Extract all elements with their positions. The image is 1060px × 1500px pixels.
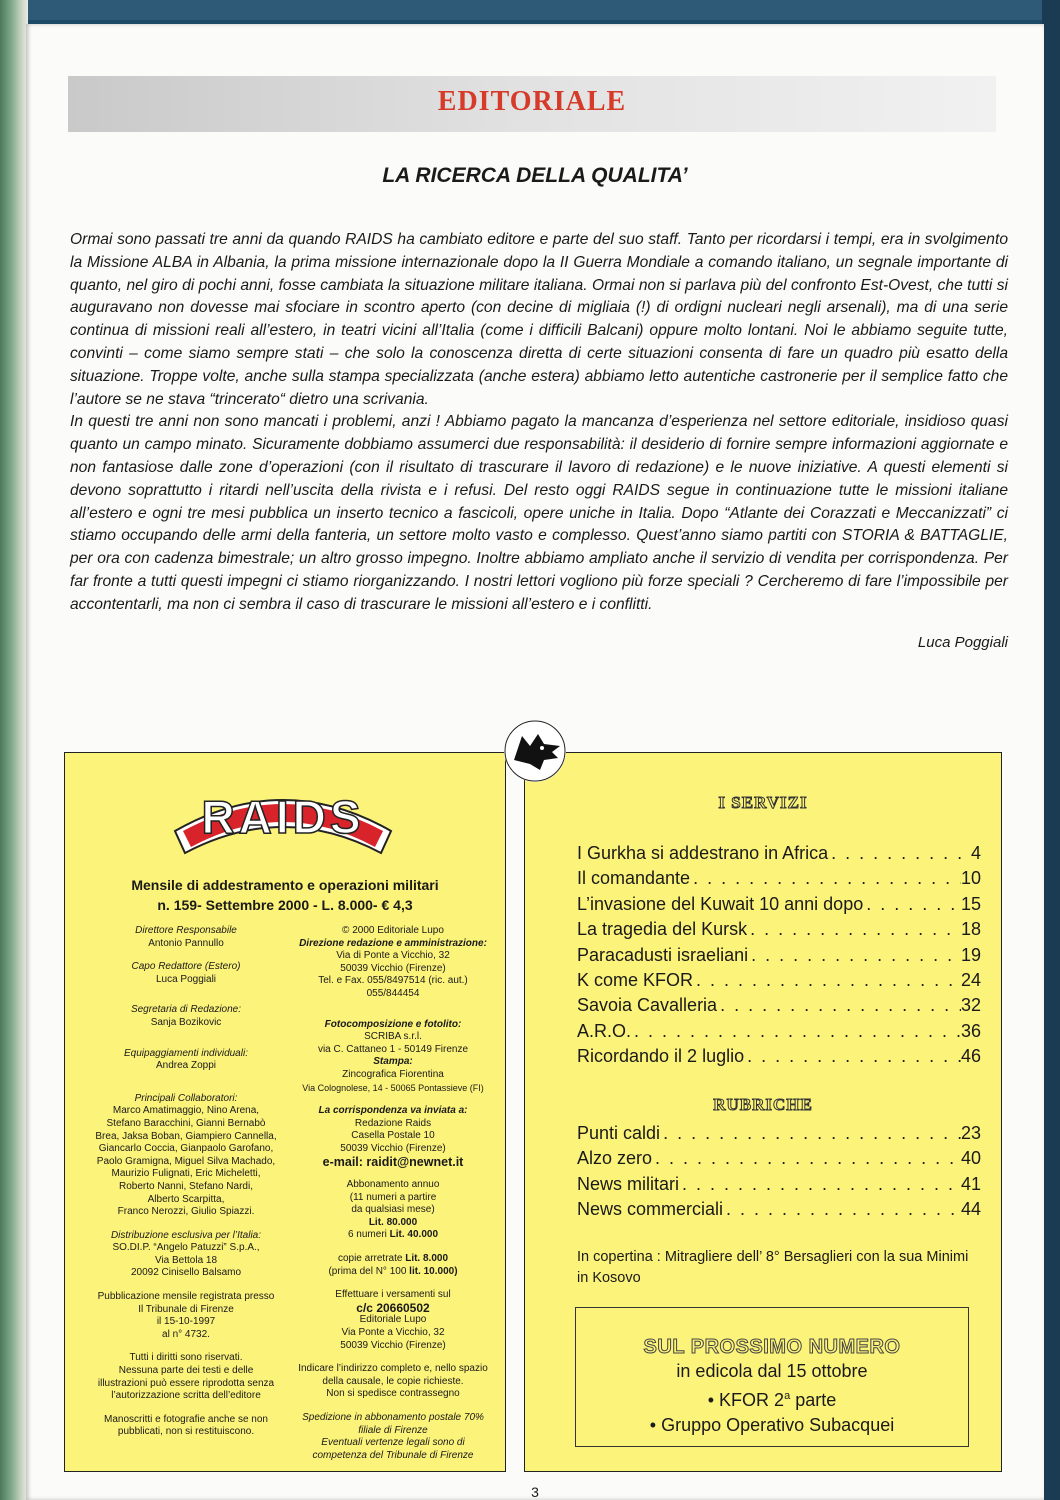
next-issue-date: in edicola dal 15 ottobre [676,1361,868,1381]
credit-line: copie arretrate [337,1253,406,1265]
credit-editor [91,961,281,986]
credit-line: da qualsiasi mese) [351,1204,435,1216]
credit-line: Antonio Pannullo [148,937,224,949]
toc-item[interactable] [577,1046,981,1071]
credit-line: Andrea Zoppi [155,1060,217,1072]
toc-item[interactable] [577,868,981,893]
email-link[interactable]: e-mail: raidit@newnet.it [322,1154,464,1169]
credit-line: competenza del Tribunale di Firenze [312,1449,474,1461]
credit-line: Pubblicazione mensile registrata presso [97,1291,275,1303]
author-signature: Luca Poggiali [917,634,1008,651]
credit-line: Tutti i diritti sono riservati. [129,1352,243,1364]
credit-shipping [287,1412,499,1462]
magazine-subtitle: Mensile di addestramento e operazioni militari [131,877,439,893]
subscription-six [287,1229,499,1242]
credit-line: filiale di Firenze [358,1424,428,1436]
credit-line: Brea, Jaksa Boban, Giampiero Cannella, [95,1130,277,1142]
toc-item[interactable] [577,1148,981,1173]
magazine-page [26,24,1044,1500]
toc-page: 40 [960,1148,981,1169]
toc-title: Punti caldi [577,1123,661,1143]
toc-leader [631,1021,961,1042]
credit-back-issues [287,1253,499,1278]
toc-title: I Gurkha si addestrano in Africa [577,843,829,863]
credit-line: Non si spedisce contrassegno [326,1388,460,1400]
next-issue-title: SUL PROSSIMO NUMERO [643,1336,901,1358]
credit-line: Paolo Gramigna, Miguel Silva Machado, [96,1155,276,1167]
toc-page: 46 [960,1046,981,1067]
servizi-list [577,843,981,1072]
paragraph-1: Ormai sono passati tre anni da quando RAIDS ha cambiato editore e parte del suo staff. Tanto per ricordarsi i tempi, era in svolgimento la Missione ALBA in Albania, la prima missione internazionale dopo la II Guerra Mondiale a comando italiano, un segnale importante di quanto, nel giro di pochi anni, fosse cambiata la situazione militare italiana. Ormai non si parlava più del confronto Est-Ovest, che tutti si auguravano non dovesse mai sfociare in scontro aperto (con decine di migliaia (!) di ordigni nucleari negli arsenali), ma di una serie continua di missioni reali all’estero, in teatri vicini all’Italia (come i difficili Balcani) oppure molto lontani. Noi le abbiamo seguite tutte, convinti – come siamo sempre stati – che solo la conoscenza diretta di certe situazioni consenta di fare un quadro più esatto della situazione. Troppe volte, anche sulla stampa specializzata (anche estera) abbiamo letto autentiche castronerie per il semplice fatto che l’autore se ne stava “trincerato“ dietro una scrivania. [70,231,1008,408]
credit-address [287,938,499,1001]
credit-label: Fotocomposizione e fotolito: [324,1018,462,1030]
credit-printing [287,1056,499,1094]
toc-page: 4 [970,843,981,863]
rubriche-list [577,1123,981,1225]
page-number: 3 [531,1484,539,1500]
toc-title: A.R.O. [577,1020,632,1041]
colophon-box [64,752,506,1472]
back-issue-price: Lit. 8.000 [405,1253,449,1265]
credit-line: Roberto Nanni, Stefano Nardi, [119,1180,253,1192]
toc-leader [693,970,961,991]
toc-page: 41 [960,1173,981,1194]
binding-right [1042,0,1060,1500]
toc-item[interactable] [577,919,981,944]
credit-director [91,925,281,950]
credit-line: Giancarlo Coccia, Gianpaolo Garofano, [98,1143,274,1155]
credit-photolith [287,1019,499,1057]
toc-page: 19 [960,944,981,965]
credit-line: 055/844454 [366,987,420,999]
paragraph-2: In questi tre anni non sono mancati i problemi, anzi ! Abbiamo pagato la mancanza d’esperienza nel settore editoriale, insidioso quasi quanto un campo minato. Sicuramente dobbiamo assumerci due responsabilità: il desiderio di fornire sempre informazioni aggiornate e non fantasiose dalle zone d’operazioni (con il risultato di trascurare il lavoro di redazione) e le nuove iniziative. A questi elementi si devono soprattutto i ritardi nell’uscita della rivista e i refusi. Del resto oggi RAIDS segue in continuazione tutte le missioni italiane all’estero e ogni tre mesi pubblica un inserto tecnico a fascicoli, opere uniche in Italia. Dopo “Atlante dei Corazzati e Meccanizzati” ci stiamo occupando delle armi della fanteria, un settore molto vasto e complesso. Quest’anno siamo partiti con STORIA & BATTAGLIE, per ora con cadenza bimestrale; un altro grosso impegno. Inoltre abbiamo ampliato anche il servizio di vendita per corrispondenza. Per far fronte a tutti questi impegni ci stiamo riorganizzando. I nostri lettori vogliono più forze speciali ? Cercheremo di fare l’impossibile per accontentarli, ma non ci sembra il caso di trascurare le missioni all’estero e i conflitti. [70,413,1008,613]
credit-line: della causale, le copie richieste. [322,1375,464,1387]
toc-page: 18 [960,919,981,940]
credit-line: Tel. e Fax. 055/8497514 (ric. aut.) [318,975,468,987]
toc-leader [744,1046,961,1067]
credit-line: il 15-10-1997 [156,1316,216,1328]
toc-title: Paracadusti israeliani [577,944,749,965]
credit-label: Effettuare i versamenti sul [335,1289,451,1301]
rubriche-title: RUBRICHE [713,1095,813,1114]
next-issue-box [575,1307,969,1447]
credit-label: La corrispondenza va inviata a: [318,1105,468,1117]
toc-leader [863,894,961,915]
credit-line: Indicare l’indirizzo completo e, nello spazio [298,1363,488,1375]
toc-page: 44 [960,1199,981,1220]
next-issue-item-text: • KFOR 2 [707,1390,785,1410]
toc-leader [679,1174,961,1195]
credit-line: Marco Amatimaggio, Nino Arena, [112,1105,260,1117]
toc-page: 36 [960,1020,981,1041]
credit-line: al n° 4732. [162,1328,210,1340]
toc-page: 15 [960,893,981,914]
editorial-headline: LA RICERCA DELLA QUALITA’ [382,164,688,187]
credit-line: 50039 Vicchio (Firenze) [340,962,446,974]
binding-left [0,0,28,1500]
credit-rights [91,1352,281,1402]
credit-line: 20092 Cinisello Balsamo [130,1267,242,1279]
credit-line: illustrazioni può essere riprodotta senza [97,1377,275,1389]
toc-title: Ricordando il 2 luglio [577,1046,745,1067]
credit-collaborators [91,1093,281,1219]
credit-line: 50039 Vicchio (Firenze) [340,1142,446,1154]
credit-label: Direzione redazione e amministrazione: [299,937,487,949]
credit-line: Luca Poggiali [155,973,217,985]
contents-box [524,752,1002,1472]
credit-line: Stefano Baracchini, Gianni Bernabò [106,1117,266,1129]
toc-leader [690,868,961,889]
wolf-head-icon [504,720,566,782]
postal-account: c/c 20660502 [356,1300,430,1315]
credit-distribution [91,1230,281,1280]
toc-leader [828,843,971,864]
next-issue-item-text: parte [790,1390,837,1410]
toc-title: L’invasione del Kuwait 10 anni dopo [577,893,864,914]
toc-leader [717,995,961,1016]
credit-label: Equipaggiamenti individuali: [124,1047,248,1059]
credit-payment [287,1289,499,1352]
toc-item[interactable] [577,894,981,919]
credit-correspondence [287,1105,499,1168]
editorial-banner [68,76,996,132]
credit-line: pubblicati, non si restituiscono. [117,1426,255,1438]
credit-manuscripts [91,1414,281,1439]
credit-line: Sanja Bozikovic [150,1016,222,1028]
credits-right [287,925,499,1473]
credit-line: Via Colognolese, 14 - 50065 Pontassieve (FI) [302,1082,484,1093]
credit-line: 6 numeri [347,1229,390,1241]
credit-line: Eventuali vertenze legali sono di [321,1437,465,1449]
next-issue-item [576,1384,968,1413]
subscription-price: Lit. 80.000 [368,1216,418,1228]
raids-logo-text: RAIDS [201,791,365,843]
toc-title: La tragedia del Kursk [577,919,748,940]
credit-line: SO.DI.P. “Angelo Patuzzi” S.p.A., [112,1242,260,1254]
credit-registration [91,1291,281,1341]
toc-title: News militari [577,1173,680,1194]
toc-leader [723,1199,961,1220]
credit-label: Distribuzione esclusiva per l’Italia: [110,1229,262,1241]
toc-leader [660,1123,961,1144]
editorial-body [70,229,1008,617]
servizi-title: I SERVIZI [718,793,808,812]
credit-line: SCRIBA s.r.l. [364,1031,422,1043]
cover-note: In copertina : Mitragliere dell’ 8° Bersaglieri con la sua Minimi in Kosovo [577,1249,969,1286]
credit-label: Capo Redattore (Estero) [131,961,241,973]
back-issue-price-old: lit. 10.000) [409,1265,458,1277]
credit-line: Manoscritti e fotografie anche se non [104,1413,268,1425]
magazine-issue: n. 159- Settembre 2000 - L. 8.000- € 4,3 [157,897,413,913]
credit-label: Segretaria di Redazione: [130,1004,242,1016]
credit-line: Zincografica Fiorentina [342,1068,444,1080]
next-issue-item: • Gruppo Operativo Subacquei [649,1415,895,1435]
credit-line: Redazione Raids [354,1117,432,1129]
credit-line: Via Ponte a Vicchio, 32 [341,1327,445,1339]
toc-title: News commerciali [577,1199,724,1220]
credit-instructions [287,1363,499,1401]
toc-item[interactable] [577,843,981,868]
toc-item[interactable] [577,1199,981,1224]
credit-equipment [91,1048,281,1073]
raids-logo [163,761,403,861]
credit-line: Via di Ponte a Vicchio, 32 [336,950,450,962]
toc-page: 32 [960,995,981,1016]
credit-subscription [287,1179,499,1242]
toc-item[interactable] [577,1174,981,1199]
credit-line: Nessuna parte dei testi e delle [118,1365,254,1377]
credits-left [91,925,281,1450]
toc-page: 24 [960,969,981,990]
toc-item[interactable] [577,1123,981,1148]
credit-line: Il Tribunale di Firenze [138,1303,234,1315]
credit-label: Principali Collaboratori: [134,1092,238,1104]
toc-item[interactable] [577,945,981,970]
credit-line: Via Bettola 18 [154,1254,218,1266]
copyright-text: © 2000 Editoriale Lupo [342,925,444,936]
toc-page: 10 [960,868,981,889]
credit-line: l’autorizzazione scritta dell’editore [111,1390,261,1402]
credit-line: (prima del N° 100 [328,1265,410,1277]
toc-item[interactable] [577,995,981,1020]
credit-line: 50039 Vicchio (Firenze) [340,1339,446,1351]
toc-item[interactable] [577,970,981,995]
toc-page: 23 [960,1123,981,1143]
toc-leader [652,1148,961,1169]
credit-line: Franco Nerozzi, Giulio Spiazzi. [117,1206,255,1218]
toc-item[interactable] [577,1021,981,1046]
section-title: EDITORIALE [437,86,627,117]
credit-line: via C. Cattaneo 1 - 50149 Firenze [317,1043,469,1055]
subscription-six-price: Lit. 40.000 [389,1229,439,1241]
superscript: a [784,1390,791,1402]
credit-line: Spedizione in abbonamento postale 70% [302,1412,484,1423]
credit-line: Editoriale Lupo [359,1314,427,1326]
credit-line: Casella Postale 10 [351,1130,435,1142]
toc-title: K come KFOR [577,969,694,990]
toc-title: Alzo zero [577,1148,653,1169]
binding-top [0,0,1060,20]
toc-title: Savoia Cavalleria [577,995,718,1016]
credit-line: (11 numeri a partire [349,1191,437,1203]
toc-title: Il comandante [577,868,691,889]
credit-secretary [91,1004,281,1029]
credit-line: Alberto Scarpitta, [147,1193,225,1205]
toc-leader [747,919,961,940]
credit-label: Direttore Responsabile [135,925,237,936]
credit-line: Abbonamento annuo [346,1179,440,1191]
toc-leader [748,945,961,966]
credit-line: Maurizio Fulignati, Eric Micheletti, [111,1168,261,1180]
credit-label: Stampa: [373,1056,413,1068]
